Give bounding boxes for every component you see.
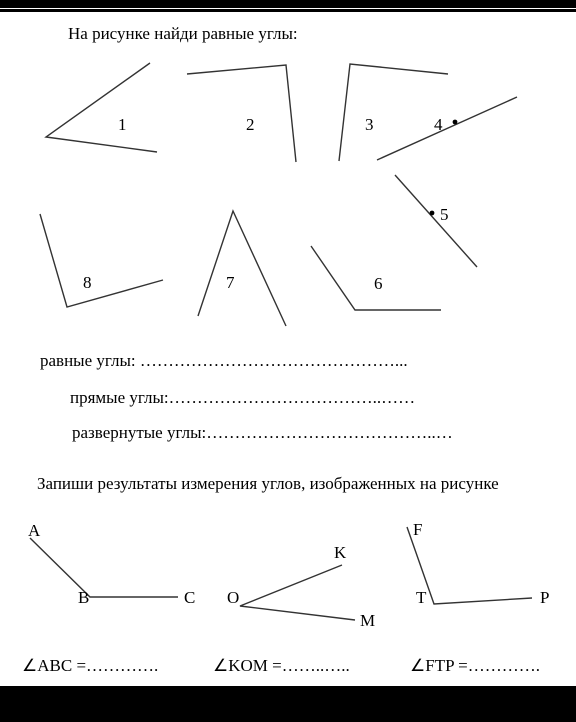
figure-label-1: 1 xyxy=(118,115,127,134)
answer-angle-kom: ∠KOM =……..….. xyxy=(213,656,350,675)
angle-8-shape xyxy=(40,214,163,307)
angle-2-shape xyxy=(187,65,296,162)
task2-heading: Запиши результаты измерения углов, изображенных на рисунке xyxy=(37,474,499,493)
point-label-o: O xyxy=(227,588,240,607)
figure-label-6: 6 xyxy=(374,274,383,293)
bottom-border-bar xyxy=(0,686,576,722)
figure-label-8: 8 xyxy=(83,273,92,292)
point-label-c: C xyxy=(184,588,196,607)
angle-abc-shape xyxy=(30,538,178,597)
figure-label-5: 5 xyxy=(440,205,449,224)
answer-straight-angles: развернутые углы:…………………………………..… xyxy=(72,423,453,442)
point-label-k: K xyxy=(334,543,347,562)
point-label-t: T xyxy=(416,588,427,607)
figure-label-3: 3 xyxy=(365,115,374,134)
answer-right-angles: прямые углы:………………………………..…… xyxy=(70,388,416,407)
point-label-a: A xyxy=(28,521,41,540)
figure-label-7: 7 xyxy=(226,273,235,292)
figure-label-4: 4 xyxy=(434,115,443,134)
angle-4-shape xyxy=(377,97,517,160)
vertex-dot-5 xyxy=(430,211,435,216)
point-label-p: P xyxy=(540,588,550,607)
angle-5-shape xyxy=(395,175,477,267)
point-label-f: F xyxy=(413,520,423,539)
point-label-b: B xyxy=(78,588,90,607)
answer-angle-abc: ∠ABC =…………. xyxy=(22,656,159,675)
angle-7-shape xyxy=(198,211,286,326)
answer-equal-angles: равные углы: ………………………………………... xyxy=(40,351,408,370)
point-label-m: M xyxy=(360,611,376,630)
figure-label-2: 2 xyxy=(246,115,255,134)
task1-heading: На рисунке найди равные углы: xyxy=(68,24,298,43)
vertex-dot-4 xyxy=(453,120,458,125)
answer-angle-ftp: ∠FTP =…………. xyxy=(410,656,540,675)
angle-kom-shape xyxy=(240,565,355,620)
angle-3-shape xyxy=(339,64,448,161)
angle-1-shape xyxy=(46,63,157,152)
